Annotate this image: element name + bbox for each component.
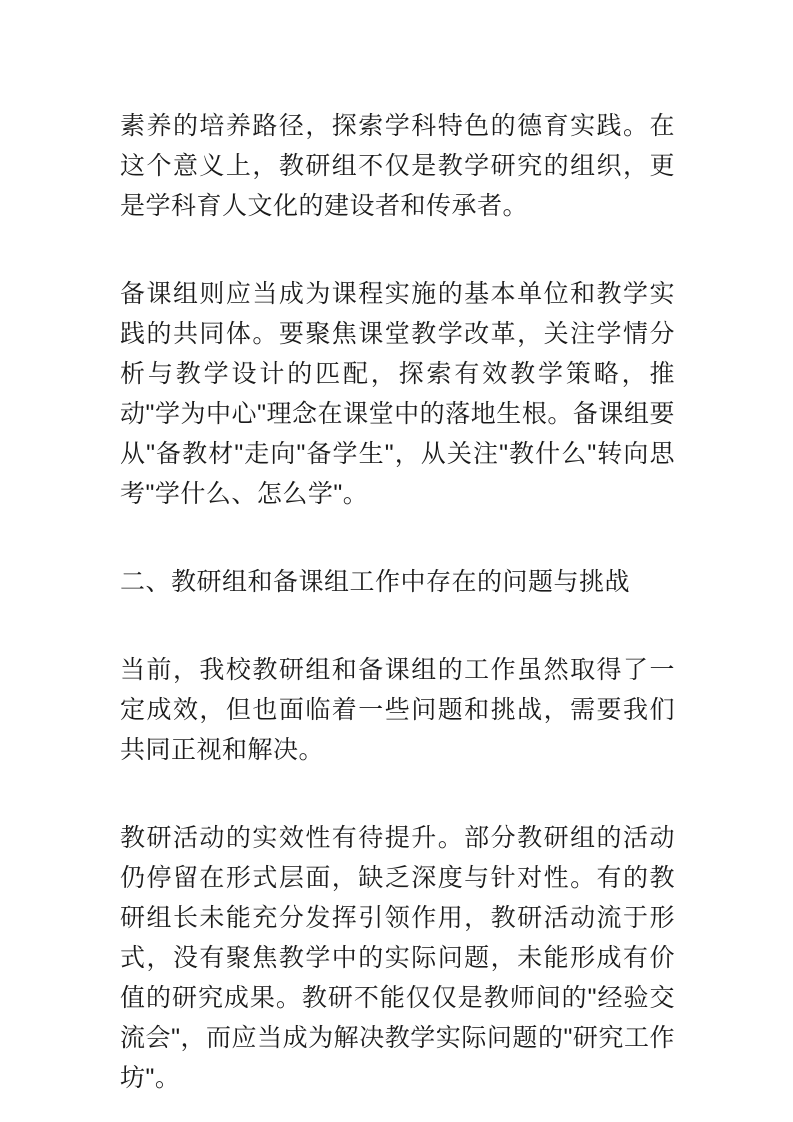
paragraph-subject-culture: 素养的培养路径，探索学科特色的德育实践。在这个意义上，教研组不仅是教学研究的组织，更是学科育人文化的建设者和传承者。 [120,112,675,220]
section-heading-problems-and-challenges: 二、教研组和备课组工作中存在的问题与挑战 [120,568,631,596]
paragraph-current-status: 当前，我校教研组和备课组的工作虽然取得了一定成效，但也面临着一些问题和挑战，需要我们共同正视和解决。 [120,656,675,764]
paragraph-lesson-prep-group: 备课组则应当成为课程实施的基本单位和教学实践的共同体。要聚焦课堂教学改革，关注学情分析与教学设计的匹配，探索有效教学策略，推动"学为中心"理念在课堂中的落地生根。备课组要从"备教材"走向"备学生"，从关注"教什么"转向思考"学什么、怎么学"。 [120,280,675,508]
paragraph-research-effectiveness: 教研活动的实效性有待提升。部分教研组的活动仍停留在形式层面，缺乏深度与针对性。有的教研组长未能充分发挥引领作用，教研活动流于形式，没有聚焦教学中的实际问题，未能形成有价值的研究成果。教研不能仅仅是教师间的"经验交流会"，而应当成为解决教学实际问题的"研究工作坊"。 [120,824,675,1092]
